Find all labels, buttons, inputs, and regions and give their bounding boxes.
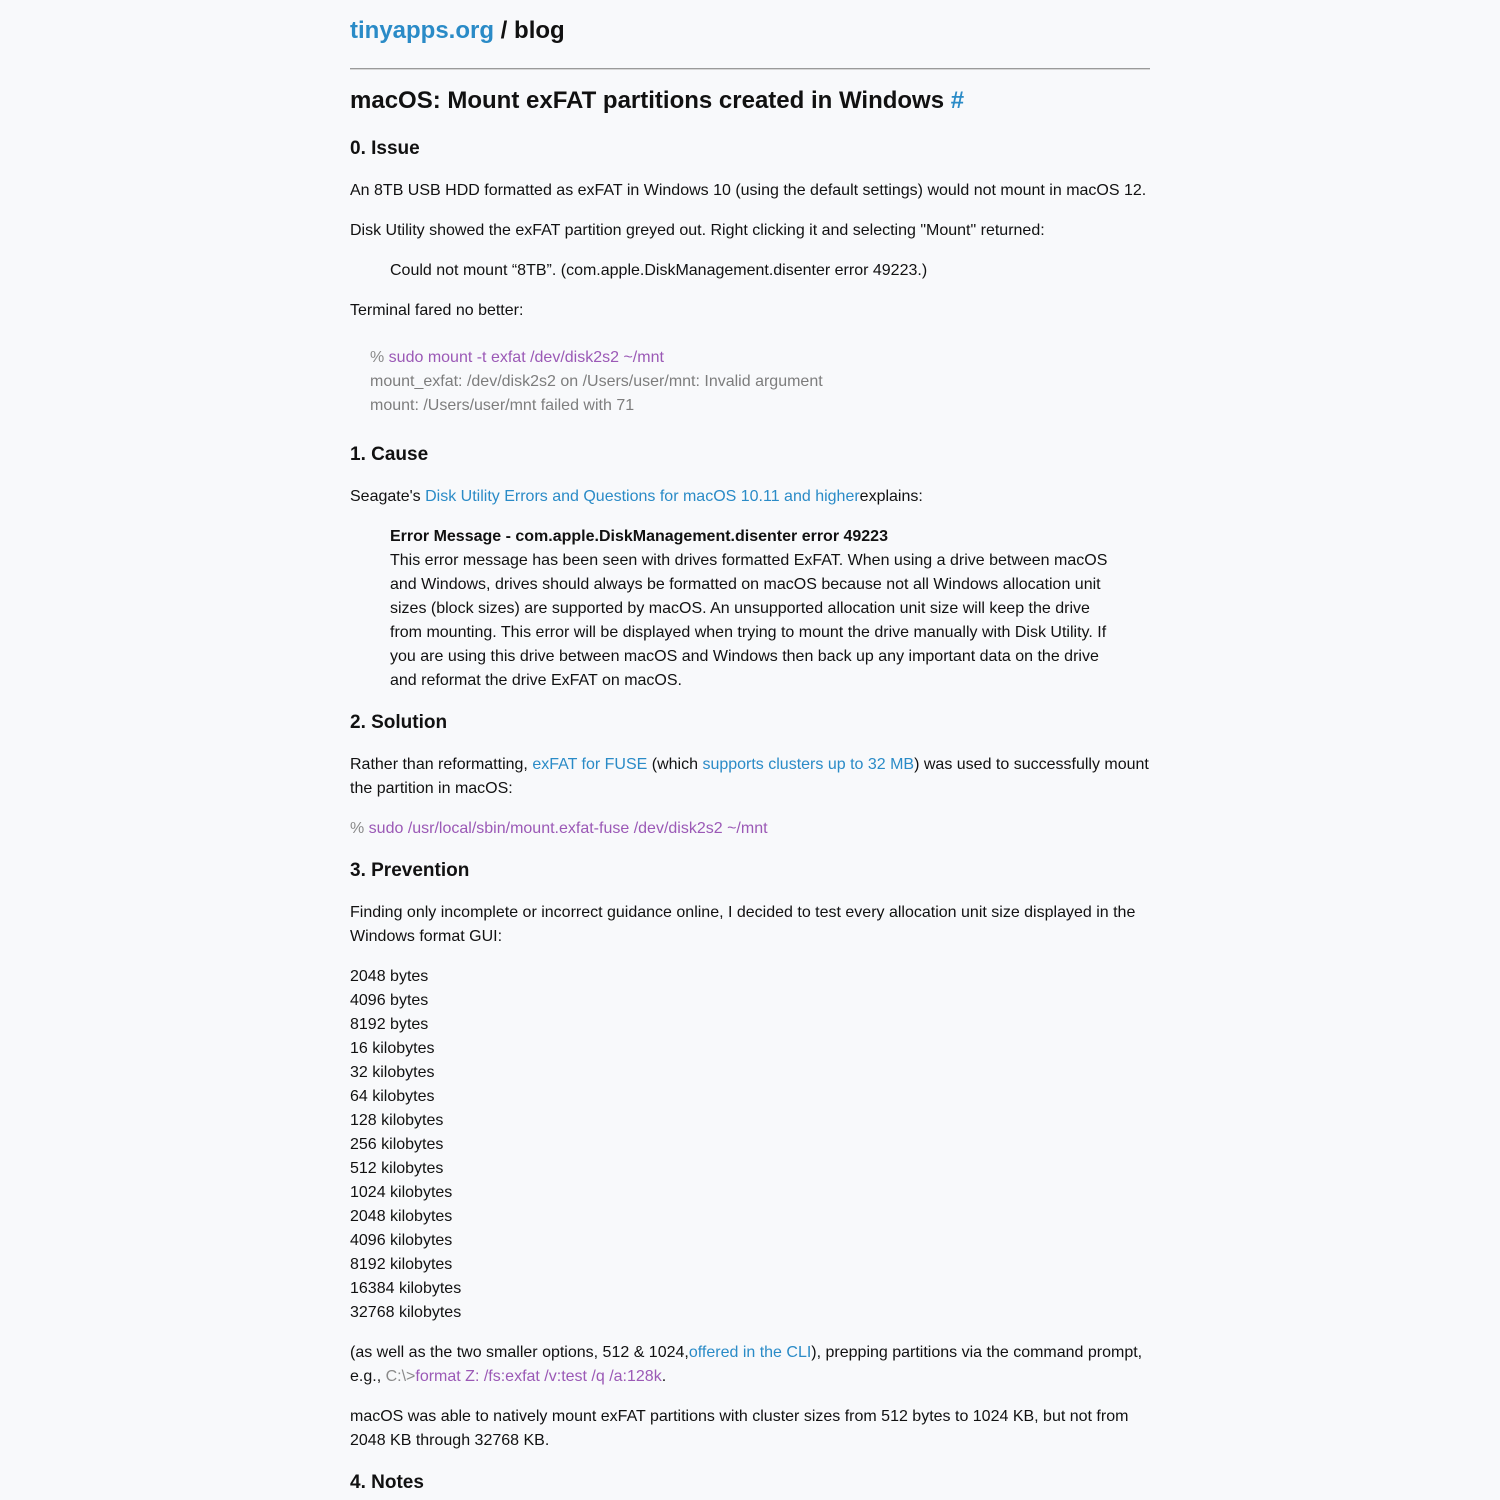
prevention-heading: 3. Prevention — [350, 860, 470, 881]
cluster-support-link[interactable]: supports clusters up to 32 MB — [702, 756, 915, 773]
prevention-after-3: . — [661, 1368, 667, 1385]
list-item: 4096 bytes — [350, 992, 429, 1009]
header-section: blog — [514, 17, 565, 44]
allocation-size-list — [350, 965, 461, 1325]
prevention-after-1: (as well as the two smaller options, 512 & 1024, — [350, 1344, 689, 1361]
issue-paragraph-1: An 8TB USB HDD formatted as exFAT in Windows 10 (using the default settings) would not mount in macOS 12. — [350, 182, 1147, 199]
list-item: 256 kilobytes — [350, 1136, 444, 1153]
list-item: 8192 bytes — [350, 1016, 429, 1033]
cause-intro-prefix: Seagate's — [350, 488, 426, 505]
solution-heading: 2. Solution — [350, 712, 448, 733]
permalink-anchor[interactable]: # — [950, 87, 965, 114]
header-separator: / — [494, 17, 515, 44]
list-item: 512 kilobytes — [350, 1160, 444, 1177]
prevention-after-2: ), prepping partitions via the command prompt, e.g., — [350, 1344, 1143, 1385]
list-item: 16 kilobytes — [350, 1040, 435, 1057]
list-item: 2048 bytes — [350, 968, 429, 985]
exfat-fuse-link[interactable]: exFAT for FUSE — [532, 756, 648, 773]
site-header — [350, 15, 565, 47]
post-title — [350, 86, 964, 116]
cli-options-link[interactable]: offered in the CLI — [688, 1344, 812, 1361]
issue-paragraph-2: Disk Utility showed the exFAT partition greyed out. Right clicking it and selecting "Mount" returned: — [350, 222, 1045, 239]
error-quote: Could not mount “8TB”. (com.apple.DiskManagement.disenter error 49223.) — [390, 262, 928, 279]
solution-command-text: sudo /usr/local/sbin/mount.exfat-fuse /dev/disk2s2 ~/mnt — [368, 820, 768, 837]
list-item: 32768 kilobytes — [350, 1304, 462, 1321]
terminal-command-line — [370, 346, 823, 370]
solution-text-1: Rather than reformatting, — [350, 756, 533, 773]
terminal-command: sudo mount -t exfat /dev/disk2s2 ~/mnt — [388, 349, 664, 366]
format-command: format Z: /fs:exfat /v:test /q /a:128k — [415, 1368, 662, 1385]
header-divider — [350, 68, 1150, 70]
site-home-link[interactable]: tinyapps.org — [350, 17, 495, 44]
terminal-output-line-2: mount: /Users/user/mnt failed with 71 — [370, 397, 635, 414]
list-item: 8192 kilobytes — [350, 1256, 453, 1273]
solution-text-2: (which — [647, 756, 703, 773]
seagate-quote-title: Error Message - com.apple.DiskManagement.disenter error 49223 — [390, 528, 888, 545]
solution-text-3: ) was used to successfully mount the partition in macOS: — [350, 756, 1149, 797]
list-item: 128 kilobytes — [350, 1112, 444, 1129]
seagate-quote — [390, 525, 1115, 693]
list-item: 16384 kilobytes — [350, 1280, 462, 1297]
list-item: 4096 kilobytes — [350, 1232, 453, 1249]
terminal-prompt: % — [370, 349, 389, 366]
solution-command — [350, 817, 1150, 841]
post-title-text: macOS: Mount exFAT partitions created in Windows — [350, 87, 945, 114]
cause-intro — [350, 485, 1150, 509]
issue-heading: 0. Issue — [350, 138, 420, 159]
list-item: 2048 kilobytes — [350, 1208, 453, 1225]
list-item: 64 kilobytes — [350, 1088, 435, 1105]
prevention-intro: Finding only incomplete or incorrect guidance online, I decided to test every allocation unit size displayed in the Windows format GUI: — [350, 904, 1136, 945]
terminal-output-line-1: mount_exfat: /dev/disk2s2 on /Users/user/mnt: Invalid argument — [370, 373, 823, 390]
list-item: 1024 kilobytes — [350, 1184, 453, 1201]
cmd-prompt: C:\> — [385, 1368, 416, 1385]
seagate-link[interactable]: Disk Utility Errors and Questions for macOS 10.11 and higher — [425, 488, 860, 505]
cause-intro-suffix: explains: — [859, 488, 923, 505]
notes-heading: 4. Notes — [350, 1472, 424, 1493]
list-item: 32 kilobytes — [350, 1064, 435, 1081]
cause-heading: 1. Cause — [350, 444, 429, 465]
prevention-followup — [350, 1341, 1150, 1389]
prevention-result: macOS was able to natively mount exFAT partitions with cluster sizes from 512 bytes to 1024 KB, but not from 2048 KB through 32768 KB. — [350, 1408, 1129, 1449]
solution-prompt: % — [350, 820, 369, 837]
seagate-quote-body: This error message has been seen with drives formatted ExFAT. When using a drive between macOS and Windows, drives should always be formatted on macOS because not all Windows allocation unit sizes (block sizes) are supported by macOS. An unsupported allocation unit size will keep the drive from mounting. This error will be displayed when trying to mount the drive manually with Disk Utility. If you are using this drive between macOS and Windows then back up any important data on the drive and reformat the drive ExFAT on macOS. — [390, 552, 1108, 689]
issue-paragraph-3: Terminal fared no better: — [350, 302, 524, 319]
terminal-output — [370, 346, 823, 418]
solution-paragraph — [350, 753, 1150, 801]
